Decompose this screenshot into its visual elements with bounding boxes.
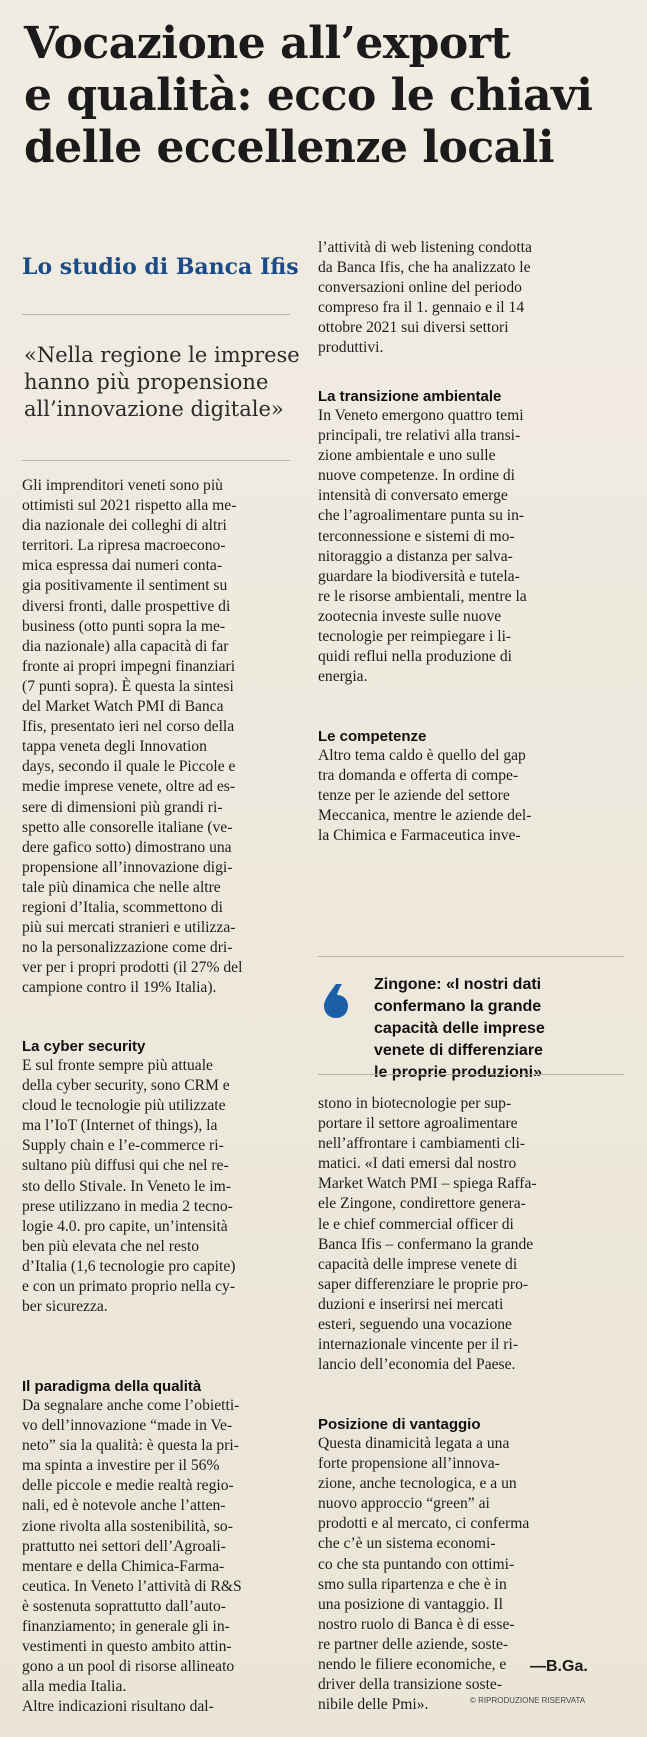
text-line: alla media Italia. (22, 1678, 127, 1696)
text-line: ceutica. In Veneto l’attività di R&S (22, 1577, 242, 1595)
text-line: Ifis, presentato ieri nel corso della (22, 718, 235, 736)
text-line: sto dello Stivale. In Veneto le im- (22, 1177, 231, 1195)
text-line: gono a un pool di risorse allineato (22, 1658, 235, 1676)
text-line: nali, ed è notevole anche l’atten- (22, 1497, 226, 1515)
headline-line: e qualità: ecco le chiavi (24, 70, 593, 121)
text-line: una posizione di vantaggio. Il (318, 1595, 503, 1613)
pull-quote-line: le proprie produzioni» (374, 1064, 543, 1081)
text-line: Altro tema caldo è quello del gap (318, 747, 526, 764)
text-line: re le risorse ambientali, mentre la (318, 587, 527, 605)
text-line: del Market Watch PMI di Banca (22, 698, 224, 716)
text-line: campione contro il 19% Italia). (22, 979, 217, 997)
text-line: prodotti e al mercato, ci conferma (318, 1515, 530, 1533)
text-line: driver della transizione soste- (318, 1676, 503, 1694)
text-line: co che sta puntando con ottimi- (318, 1555, 515, 1573)
text-line: propensione all’innovazione digi- (22, 858, 233, 876)
subheading-environment: La transizione ambientale (318, 388, 502, 405)
text-line: principali, tre relativi alla transi- (318, 427, 521, 445)
text-line: d’Italia (1,6 tecnologie pro capite) (22, 1257, 236, 1275)
text-line: zione rivolta alla sostenibilità, so- (22, 1517, 233, 1535)
pull-quote-line: confermano la grande (374, 998, 542, 1015)
text-line: neto” sia la qualità: è questa la pri- (22, 1437, 239, 1455)
text-line: Market Watch PMI – spiega Raffa- (318, 1175, 537, 1193)
text-line: medie imprese venete, oltre ad es- (22, 778, 236, 796)
quote-line: all’innovazione digitale» (24, 397, 284, 421)
text-line: In Veneto emergono quattro temi (318, 407, 524, 424)
text-line: l’attività di web listening condotta (318, 239, 532, 256)
text-line: compreso fra il 1. gennaio e il 14 (318, 299, 525, 317)
text-line: no la personalizzazione come dri- (22, 939, 233, 957)
text-line: E sul fronte sempre più attuale (22, 1057, 213, 1074)
text-line: conversazioni online del periodo (318, 279, 522, 297)
divider (318, 956, 624, 957)
text-line: saper differenziare le proprie pro- (318, 1275, 529, 1293)
text-line: nitoraggio a distanza per salva- (318, 547, 513, 565)
text-line: tappa veneta degli Innovation (22, 738, 207, 756)
text-line: regioni d’Italia, scommettono di (22, 898, 223, 916)
quote-line: «Nella regione le imprese (24, 343, 300, 367)
text-line: dere gafico sotto) dimostrano una (22, 838, 232, 856)
text-line: Gli imprenditori veneti sono più (22, 477, 223, 494)
quote-mark-icon (322, 984, 350, 1018)
text-line: delle piccole e medie realtà regio- (22, 1477, 234, 1495)
text-line: ma spinta a investire per il 56% (22, 1457, 220, 1475)
section-kicker: Lo studio di Banca Ifis (22, 254, 299, 280)
text-line: territori. La ripresa macroecono- (22, 537, 226, 555)
text-line: più sui mercati stranieri e utilizza- (22, 919, 236, 937)
text-line: finanziamento; in generale gli in- (22, 1618, 230, 1636)
author-signature: —B.Ga. (530, 1658, 588, 1675)
body-text-zingone-quote (318, 1094, 624, 1375)
pull-quote (374, 974, 624, 1084)
text-line: ma l’IoT (Internet of things), la (22, 1117, 218, 1135)
text-line: le e chief commercial officer di (318, 1215, 514, 1233)
text-line: ottobre 2021 sui diversi settori (318, 319, 509, 337)
text-line: mica espressa dai numeri conta- (22, 557, 223, 575)
subheading-skills: Le competenze (318, 728, 427, 745)
text-line: sultano più diffusi qui che nel re- (22, 1157, 229, 1175)
text-line: zione ambientale e uno sulle (318, 447, 496, 465)
text-line: zootecnia investe sulle nuove (318, 607, 502, 625)
subheading-cyber-security: La cyber security (22, 1038, 146, 1055)
text-line: nendo le filiere economiche, e (318, 1656, 507, 1674)
text-line: nuove competenze. In ordine di (318, 467, 516, 485)
text-line: tra domanda e offerta di compe- (318, 767, 519, 785)
subheading-advantage: Posizione di vantaggio (318, 1416, 481, 1433)
divider (318, 1074, 624, 1075)
text-line: esteri, seguendo una vocazione (318, 1316, 512, 1334)
text-line: prese utilizzano in media 2 tecno- (22, 1197, 233, 1215)
text-line: matici. «I dati emersi dal nostro (318, 1155, 517, 1173)
text-line: logie 4.0. pro capite, un’intensità (22, 1217, 228, 1235)
text-line: capacità delle imprese venete di (318, 1255, 518, 1273)
body-text-quality (22, 1396, 292, 1718)
text-line: prattutto nei settori dell’Agroali- (22, 1537, 226, 1555)
text-line: portare il settore agroalimentare (318, 1115, 518, 1133)
text-line: forte propensione all’innova- (318, 1455, 500, 1473)
text-line: nuovo approccio “green” ai (318, 1495, 490, 1513)
body-text-cyber (22, 1056, 292, 1317)
text-line: terconnessione e sistemi di mo- (318, 527, 515, 545)
pull-quote-line: capacità delle imprese (374, 1020, 545, 1037)
text-line: e con un primato proprio nella cy- (22, 1278, 236, 1296)
text-line: dia nazionale dei colleghi di altri (22, 517, 227, 535)
text-line: ber sicurezza. (22, 1298, 108, 1316)
text-line: ver per i propri prodotti (il 27% del (22, 959, 243, 977)
pull-quote-line: venete di differenziare (374, 1042, 543, 1059)
headline-line: Vocazione all’export (24, 18, 511, 69)
text-line: gia positivamente il sentiment su (22, 577, 228, 595)
body-text-environment (318, 406, 624, 687)
text-line: nibile delle Pmi». (318, 1696, 429, 1714)
text-line: nostro ruolo di Banca è di esse- (318, 1615, 515, 1633)
pull-quote-line: Zingone: «I nostri dati (374, 976, 542, 993)
text-line: tecnologie per reimpiegare i li- (318, 628, 512, 646)
text-line: ben più elevata che nel resto (22, 1237, 200, 1255)
text-line: sere di dimensioni più grandi ri- (22, 798, 223, 816)
text-line: che l’agroalimentare punta su in- (318, 507, 525, 525)
text-line: smo sulla ripartenza e che è in (318, 1575, 507, 1593)
text-line: zione, anche tecnologica, e a un (318, 1475, 517, 1493)
text-line: days, secondo il quale le Piccole e (22, 758, 236, 776)
body-text-intro (22, 476, 292, 998)
text-line: produttivi. (318, 339, 384, 357)
text-line: Meccanica, mentre le aziende del- (318, 807, 532, 825)
text-line: della cyber security, sono CRM e (22, 1077, 230, 1095)
text-line: che c’è un sistema economi- (318, 1535, 496, 1553)
text-line: mentare e della Chimica-Farma- (22, 1557, 225, 1575)
text-line: business (otto punti sopra la me- (22, 617, 226, 635)
text-line: diversi fronti, dalle prospettive di (22, 597, 231, 615)
text-line: è sostenuta soprattutto dall’auto- (22, 1597, 226, 1615)
text-line: tale più dinamica che nelle altre (22, 878, 221, 896)
text-line: stono in biotecnologie per sup- (318, 1095, 512, 1112)
text-line: nell’affrontare i cambiamenti cli- (318, 1135, 526, 1153)
text-line: energia. (318, 668, 368, 686)
subheading-quality: Il paradigma della qualità (22, 1378, 202, 1395)
divider (22, 314, 290, 315)
text-line: internazionale vincente per il ri- (318, 1336, 519, 1354)
text-line: ele Zingone, condirettore genera- (318, 1195, 526, 1213)
copyright-notice: © RIPRODUZIONE RISERVATA (470, 1696, 586, 1705)
body-text-skills (318, 746, 624, 846)
text-line: spetto alle consorelle italiane (ve- (22, 818, 233, 836)
text-line: Supply chain e l’e-commerce ri- (22, 1137, 224, 1155)
text-line: vestimenti in questo ambito attin- (22, 1638, 232, 1656)
text-line: dia nazionale) alla capacità di far (22, 637, 229, 655)
text-line: tenze per le aziende del settore (318, 787, 510, 805)
quote-line: hanno più propensione (24, 370, 269, 394)
divider (22, 460, 290, 461)
text-line: intensità di conversato emerge (318, 487, 508, 505)
text-line: re partner delle aziende, soste- (318, 1635, 509, 1653)
standfirst-quote (24, 342, 300, 423)
text-line: duzioni e inserirsi nei mercati (318, 1295, 504, 1313)
text-line: da Banca Ifis, che ha analizzato le (318, 259, 531, 277)
text-line: guardare la biodiversità e tutela- (318, 567, 520, 585)
text-line: fronte ai propri impegni finanziari (22, 657, 236, 675)
text-line: Questa dinamicità legata a una (318, 1435, 510, 1452)
text-line: ottimisti sul 2021 rispetto alla me- (22, 497, 237, 515)
text-line: (7 punti sopra). È questa la sintesi (22, 677, 234, 695)
text-line: cloud le tecnologie più utilizzate (22, 1097, 226, 1115)
text-line: Banca Ifis – confermano la grande (318, 1235, 534, 1253)
text-line: vo dell’innovazione “made in Ve- (22, 1417, 233, 1435)
headline (24, 18, 624, 174)
text-line: Da segnalare anche come l’obietti- (22, 1397, 240, 1414)
headline-line: delle eccellenze locali (24, 122, 555, 173)
text-line: quidi reflui nella produzione di (318, 648, 513, 666)
text-line: lancio dell’economia del Paese. (318, 1356, 516, 1374)
text-line: la Chimica e Farmaceutica inve- (318, 827, 521, 845)
text-line: Altre indicazioni risultano dal- (22, 1698, 214, 1716)
body-text-web-listening (318, 238, 624, 359)
